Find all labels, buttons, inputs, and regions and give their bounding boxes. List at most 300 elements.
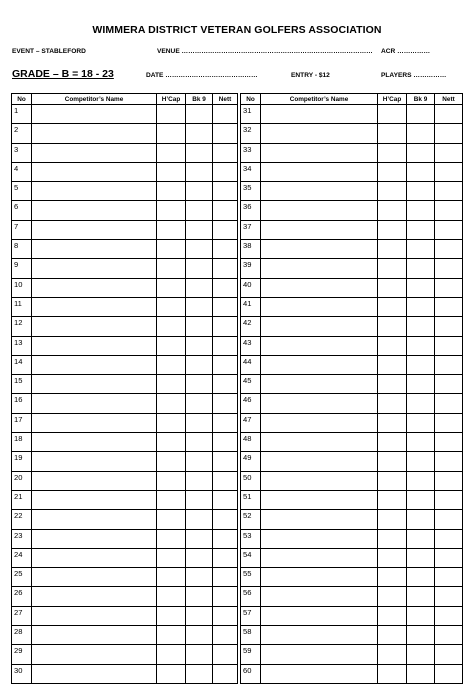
handicap-cell[interactable]	[157, 278, 186, 297]
back-nine-cell[interactable]	[407, 587, 435, 606]
competitor-name-cell[interactable]	[32, 471, 157, 490]
back-nine-cell[interactable]	[186, 587, 213, 606]
handicap-cell[interactable]	[157, 452, 186, 471]
nett-cell[interactable]	[435, 452, 463, 471]
handicap-cell[interactable]	[157, 201, 186, 220]
back-nine-cell[interactable]	[186, 664, 213, 683]
competitor-name-cell[interactable]	[261, 182, 378, 201]
back-nine-cell[interactable]	[407, 490, 435, 509]
handicap-cell[interactable]	[378, 375, 407, 394]
handicap-cell[interactable]	[378, 433, 407, 452]
competitor-name-cell[interactable]	[32, 664, 157, 683]
handicap-cell[interactable]	[378, 452, 407, 471]
nett-cell[interactable]	[435, 259, 463, 278]
back-nine-cell[interactable]	[407, 297, 435, 316]
row-number: 31	[241, 105, 261, 124]
competitor-name-cell[interactable]	[32, 548, 157, 567]
nett-cell[interactable]	[213, 529, 238, 548]
handicap-cell[interactable]	[157, 626, 186, 645]
handicap-cell[interactable]	[157, 510, 186, 529]
table-row	[12, 143, 238, 162]
table-row	[241, 568, 463, 587]
back-nine-cell[interactable]	[407, 143, 435, 162]
row-number: 11	[12, 297, 32, 316]
row-number: 3	[12, 143, 32, 162]
row-number: 60	[241, 664, 261, 683]
back-nine-cell[interactable]	[407, 413, 435, 432]
competitor-name-cell[interactable]	[261, 240, 378, 259]
back-nine-cell[interactable]	[186, 606, 213, 625]
handicap-cell[interactable]	[378, 626, 407, 645]
nett-cell[interactable]	[213, 587, 238, 606]
handicap-cell[interactable]	[378, 317, 407, 336]
competitor-name-cell[interactable]	[261, 355, 378, 374]
competitor-name-cell[interactable]	[261, 162, 378, 181]
table-row	[241, 278, 463, 297]
competitor-name-cell[interactable]	[261, 568, 378, 587]
nett-cell[interactable]	[213, 433, 238, 452]
competitor-name-cell[interactable]	[32, 375, 157, 394]
back-nine-cell[interactable]	[407, 626, 435, 645]
competitor-name-cell[interactable]	[32, 568, 157, 587]
nett-cell[interactable]	[213, 143, 238, 162]
nett-cell[interactable]	[213, 626, 238, 645]
row-number: 26	[12, 587, 32, 606]
nett-cell[interactable]	[213, 336, 238, 355]
nett-cell[interactable]	[213, 259, 238, 278]
back-nine-cell[interactable]	[186, 568, 213, 587]
competitor-name-cell[interactable]	[261, 143, 378, 162]
competitor-name-cell[interactable]	[32, 105, 157, 124]
handicap-cell[interactable]	[157, 568, 186, 587]
nett-cell[interactable]	[213, 220, 238, 239]
table-row	[241, 413, 463, 432]
nett-cell[interactable]	[213, 375, 238, 394]
nett-cell[interactable]	[435, 297, 463, 316]
handicap-cell[interactable]	[378, 240, 407, 259]
nett-cell[interactable]	[213, 510, 238, 529]
nett-cell[interactable]	[213, 278, 238, 297]
row-number: 2	[12, 124, 32, 143]
competitor-name-cell[interactable]	[261, 471, 378, 490]
table-row	[12, 220, 238, 239]
nett-cell[interactable]	[213, 297, 238, 316]
competitor-name-cell[interactable]	[261, 664, 378, 683]
nett-cell[interactable]	[213, 413, 238, 432]
row-number: 27	[12, 606, 32, 625]
table-row	[12, 645, 238, 664]
competitor-name-cell[interactable]	[32, 124, 157, 143]
handicap-cell[interactable]	[378, 568, 407, 587]
nett-cell[interactable]	[435, 471, 463, 490]
competitor-name-cell[interactable]	[32, 201, 157, 220]
nett-cell[interactable]	[435, 375, 463, 394]
back-nine-cell[interactable]	[186, 278, 213, 297]
nett-cell[interactable]	[213, 182, 238, 201]
handicap-cell[interactable]	[157, 124, 186, 143]
nett-cell[interactable]	[435, 664, 463, 683]
back-nine-cell[interactable]	[407, 645, 435, 664]
handicap-cell[interactable]	[378, 645, 407, 664]
acr-field[interactable]: ACR ……………	[381, 48, 431, 55]
nett-cell[interactable]	[213, 201, 238, 220]
column-header-no: No	[12, 94, 32, 105]
nett-cell[interactable]	[435, 548, 463, 567]
back-nine-cell[interactable]	[186, 201, 213, 220]
competitor-name-cell[interactable]	[261, 510, 378, 529]
handicap-cell[interactable]	[157, 664, 186, 683]
competitor-name-cell[interactable]	[261, 645, 378, 664]
back-nine-cell[interactable]	[407, 201, 435, 220]
row-number: 52	[241, 510, 261, 529]
competitor-name-cell[interactable]	[261, 375, 378, 394]
handicap-cell[interactable]	[378, 394, 407, 413]
back-nine-cell[interactable]	[186, 394, 213, 413]
competitor-name-cell[interactable]	[32, 336, 157, 355]
back-nine-cell[interactable]	[186, 143, 213, 162]
table-row	[12, 336, 238, 355]
back-nine-cell[interactable]	[186, 529, 213, 548]
table-row	[241, 355, 463, 374]
handicap-cell[interactable]	[378, 471, 407, 490]
back-nine-cell[interactable]	[186, 413, 213, 432]
handicap-cell[interactable]	[157, 355, 186, 374]
nett-cell[interactable]	[435, 587, 463, 606]
back-nine-cell[interactable]	[186, 105, 213, 124]
nett-cell[interactable]	[213, 452, 238, 471]
nett-cell[interactable]	[435, 606, 463, 625]
competitor-name-cell[interactable]	[32, 240, 157, 259]
back-nine-cell[interactable]	[407, 394, 435, 413]
competitor-name-cell[interactable]	[32, 278, 157, 297]
nett-cell[interactable]	[435, 105, 463, 124]
competitor-name-cell[interactable]	[261, 452, 378, 471]
back-nine-cell[interactable]	[186, 220, 213, 239]
competitor-name-cell[interactable]	[261, 413, 378, 432]
back-nine-cell[interactable]	[407, 162, 435, 181]
nett-cell[interactable]	[435, 394, 463, 413]
competitor-name-cell[interactable]	[32, 452, 157, 471]
handicap-cell[interactable]	[378, 587, 407, 606]
date-field[interactable]: DATE ……………………………………	[146, 72, 258, 79]
nett-cell[interactable]	[435, 510, 463, 529]
back-nine-cell[interactable]	[186, 162, 213, 181]
handicap-cell[interactable]	[157, 490, 186, 509]
nett-cell[interactable]	[435, 645, 463, 664]
event-label: EVENT – STABLEFORD	[12, 48, 86, 55]
competitor-name-cell[interactable]	[261, 317, 378, 336]
venue-field[interactable]: VENUE ……………………………………………………………………………	[157, 48, 373, 55]
handicap-cell[interactable]	[157, 433, 186, 452]
nett-cell[interactable]	[213, 606, 238, 625]
nett-cell[interactable]	[435, 278, 463, 297]
back-nine-cell[interactable]	[407, 105, 435, 124]
competitor-name-cell[interactable]	[261, 529, 378, 548]
handicap-cell[interactable]	[378, 143, 407, 162]
handicap-cell[interactable]	[378, 220, 407, 239]
table-row	[241, 433, 463, 452]
back-nine-cell[interactable]	[186, 490, 213, 509]
competitor-name-cell[interactable]	[261, 259, 378, 278]
handicap-cell[interactable]	[157, 182, 186, 201]
handicap-cell[interactable]	[378, 490, 407, 509]
back-nine-cell[interactable]	[407, 259, 435, 278]
back-nine-cell[interactable]	[407, 452, 435, 471]
competitor-name-cell[interactable]	[32, 606, 157, 625]
competitor-table-right	[240, 93, 463, 684]
handicap-cell[interactable]	[157, 336, 186, 355]
competitor-name-cell[interactable]	[32, 220, 157, 239]
entry-fee-label: ENTRY - $12	[291, 72, 330, 79]
row-number: 36	[241, 201, 261, 220]
handicap-cell[interactable]	[157, 548, 186, 567]
table-row	[12, 278, 238, 297]
back-nine-cell[interactable]	[186, 124, 213, 143]
table-row	[241, 201, 463, 220]
back-nine-cell[interactable]	[186, 259, 213, 278]
nett-cell[interactable]	[213, 317, 238, 336]
row-number: 5	[12, 182, 32, 201]
competitor-name-cell[interactable]	[32, 355, 157, 374]
competitor-name-cell[interactable]	[32, 490, 157, 509]
handicap-cell[interactable]	[378, 664, 407, 683]
back-nine-cell[interactable]	[186, 510, 213, 529]
handicap-cell[interactable]	[157, 645, 186, 664]
nett-cell[interactable]	[435, 201, 463, 220]
competitor-name-cell[interactable]	[32, 394, 157, 413]
nett-cell[interactable]	[435, 124, 463, 143]
handicap-cell[interactable]	[378, 124, 407, 143]
column-header-hcap: H’Cap	[157, 94, 186, 105]
table-row	[12, 182, 238, 201]
competitor-name-cell[interactable]	[261, 201, 378, 220]
table-row	[12, 317, 238, 336]
competitor-name-cell[interactable]	[32, 297, 157, 316]
back-nine-cell[interactable]	[407, 606, 435, 625]
nett-cell[interactable]	[435, 143, 463, 162]
handicap-cell[interactable]	[378, 336, 407, 355]
nett-cell[interactable]	[435, 355, 463, 374]
back-nine-cell[interactable]	[407, 355, 435, 374]
competitor-name-cell[interactable]	[261, 548, 378, 567]
handicap-cell[interactable]	[157, 317, 186, 336]
back-nine-cell[interactable]	[186, 317, 213, 336]
row-number: 43	[241, 336, 261, 355]
table-row	[241, 220, 463, 239]
row-number: 25	[12, 568, 32, 587]
competitor-name-cell[interactable]	[261, 124, 378, 143]
back-nine-cell[interactable]	[407, 240, 435, 259]
nett-cell[interactable]	[435, 240, 463, 259]
competitor-name-cell[interactable]	[261, 297, 378, 316]
back-nine-cell[interactable]	[186, 626, 213, 645]
competitor-name-cell[interactable]	[261, 433, 378, 452]
nett-cell[interactable]	[213, 162, 238, 181]
competitor-name-cell[interactable]	[261, 606, 378, 625]
row-number: 35	[241, 182, 261, 201]
back-nine-cell[interactable]	[186, 375, 213, 394]
nett-cell[interactable]	[213, 105, 238, 124]
nett-cell[interactable]	[435, 626, 463, 645]
competitor-name-cell[interactable]	[32, 182, 157, 201]
competitor-name-cell[interactable]	[32, 626, 157, 645]
back-nine-cell[interactable]	[186, 471, 213, 490]
table-row	[241, 297, 463, 316]
handicap-cell[interactable]	[378, 162, 407, 181]
competitor-name-cell[interactable]	[261, 490, 378, 509]
competitor-name-cell[interactable]	[32, 529, 157, 548]
nett-cell[interactable]	[435, 413, 463, 432]
back-nine-cell[interactable]	[407, 529, 435, 548]
nett-cell[interactable]	[435, 317, 463, 336]
back-nine-cell[interactable]	[407, 317, 435, 336]
handicap-cell[interactable]	[378, 548, 407, 567]
handicap-cell[interactable]	[157, 529, 186, 548]
back-nine-cell[interactable]	[186, 336, 213, 355]
back-nine-cell[interactable]	[407, 182, 435, 201]
table-row	[12, 548, 238, 567]
back-nine-cell[interactable]	[407, 336, 435, 355]
back-nine-cell[interactable]	[186, 182, 213, 201]
competitor-name-cell[interactable]	[32, 413, 157, 432]
competitor-name-cell[interactable]	[32, 433, 157, 452]
handicap-cell[interactable]	[378, 529, 407, 548]
back-nine-cell[interactable]	[407, 568, 435, 587]
handicap-cell[interactable]	[157, 587, 186, 606]
competitor-table-left	[11, 93, 238, 684]
nett-cell[interactable]	[435, 220, 463, 239]
column-header-nett: Nett	[213, 94, 238, 105]
back-nine-cell[interactable]	[407, 375, 435, 394]
nett-cell[interactable]	[213, 471, 238, 490]
handicap-cell[interactable]	[378, 510, 407, 529]
competitor-name-cell[interactable]	[32, 259, 157, 278]
competitor-name-cell[interactable]	[32, 510, 157, 529]
handicap-cell[interactable]	[378, 182, 407, 201]
players-field[interactable]: PLAYERS ……………	[381, 72, 447, 79]
back-nine-cell[interactable]	[407, 433, 435, 452]
handicap-cell[interactable]	[157, 471, 186, 490]
handicap-cell[interactable]	[157, 375, 186, 394]
back-nine-cell[interactable]	[186, 355, 213, 374]
handicap-cell[interactable]	[157, 143, 186, 162]
row-number: 12	[12, 317, 32, 336]
nett-cell[interactable]	[435, 568, 463, 587]
handicap-cell[interactable]	[157, 162, 186, 181]
competitor-name-cell[interactable]	[261, 394, 378, 413]
nett-cell[interactable]	[213, 124, 238, 143]
competitor-name-cell[interactable]	[261, 336, 378, 355]
competitor-name-cell[interactable]	[261, 626, 378, 645]
competitor-name-cell[interactable]	[32, 162, 157, 181]
competitor-name-cell[interactable]	[32, 143, 157, 162]
nett-cell[interactable]	[435, 162, 463, 181]
handicap-cell[interactable]	[378, 278, 407, 297]
competitor-name-cell[interactable]	[32, 587, 157, 606]
nett-cell[interactable]	[435, 433, 463, 452]
handicap-cell[interactable]	[378, 606, 407, 625]
handicap-cell[interactable]	[157, 297, 186, 316]
back-nine-cell[interactable]	[407, 471, 435, 490]
nett-cell[interactable]	[435, 336, 463, 355]
back-nine-cell[interactable]	[407, 220, 435, 239]
handicap-cell[interactable]	[378, 355, 407, 374]
handicap-cell[interactable]	[157, 105, 186, 124]
back-nine-cell[interactable]	[407, 124, 435, 143]
nett-cell[interactable]	[435, 182, 463, 201]
row-number: 14	[12, 355, 32, 374]
row-number: 39	[241, 259, 261, 278]
handicap-cell[interactable]	[157, 394, 186, 413]
handicap-cell[interactable]	[157, 240, 186, 259]
table-row	[241, 490, 463, 509]
nett-cell[interactable]	[213, 490, 238, 509]
row-number: 21	[12, 490, 32, 509]
competitor-name-cell[interactable]	[32, 645, 157, 664]
nett-cell[interactable]	[213, 548, 238, 567]
back-nine-cell[interactable]	[186, 548, 213, 567]
table-row	[12, 259, 238, 278]
nett-cell[interactable]	[213, 664, 238, 683]
back-nine-cell[interactable]	[407, 548, 435, 567]
back-nine-cell[interactable]	[407, 278, 435, 297]
back-nine-cell[interactable]	[186, 240, 213, 259]
nett-cell[interactable]	[213, 355, 238, 374]
row-number: 55	[241, 568, 261, 587]
handicap-cell[interactable]	[157, 413, 186, 432]
competitor-name-cell[interactable]	[32, 317, 157, 336]
back-nine-cell[interactable]	[186, 452, 213, 471]
handicap-cell[interactable]	[157, 606, 186, 625]
competitor-name-cell[interactable]	[261, 105, 378, 124]
handicap-cell[interactable]	[157, 220, 186, 239]
column-header-no: No	[241, 94, 261, 105]
row-number: 17	[12, 413, 32, 432]
row-number: 9	[12, 259, 32, 278]
nett-cell[interactable]	[213, 568, 238, 587]
nett-cell[interactable]	[435, 490, 463, 509]
handicap-cell[interactable]	[378, 105, 407, 124]
handicap-cell[interactable]	[157, 259, 186, 278]
nett-cell[interactable]	[213, 240, 238, 259]
competitor-name-cell[interactable]	[261, 220, 378, 239]
table-row	[241, 626, 463, 645]
column-header-name: Competitor’s Name	[32, 94, 157, 105]
handicap-cell[interactable]	[378, 259, 407, 278]
back-nine-cell[interactable]	[407, 510, 435, 529]
table-row	[12, 375, 238, 394]
handicap-cell[interactable]	[378, 201, 407, 220]
back-nine-cell[interactable]	[186, 297, 213, 316]
row-number: 57	[241, 606, 261, 625]
row-number: 28	[12, 626, 32, 645]
competitor-name-cell[interactable]	[261, 587, 378, 606]
row-number: 13	[12, 336, 32, 355]
nett-cell[interactable]	[213, 645, 238, 664]
back-nine-cell[interactable]	[186, 645, 213, 664]
back-nine-cell[interactable]	[186, 433, 213, 452]
handicap-cell[interactable]	[378, 297, 407, 316]
table-row	[12, 201, 238, 220]
grade-label: GRADE – B = 18 - 23	[12, 68, 114, 80]
handicap-cell[interactable]	[378, 413, 407, 432]
nett-cell[interactable]	[435, 529, 463, 548]
table-row	[241, 471, 463, 490]
nett-cell[interactable]	[213, 394, 238, 413]
row-number: 19	[12, 452, 32, 471]
competitor-name-cell[interactable]	[261, 278, 378, 297]
back-nine-cell[interactable]	[407, 664, 435, 683]
